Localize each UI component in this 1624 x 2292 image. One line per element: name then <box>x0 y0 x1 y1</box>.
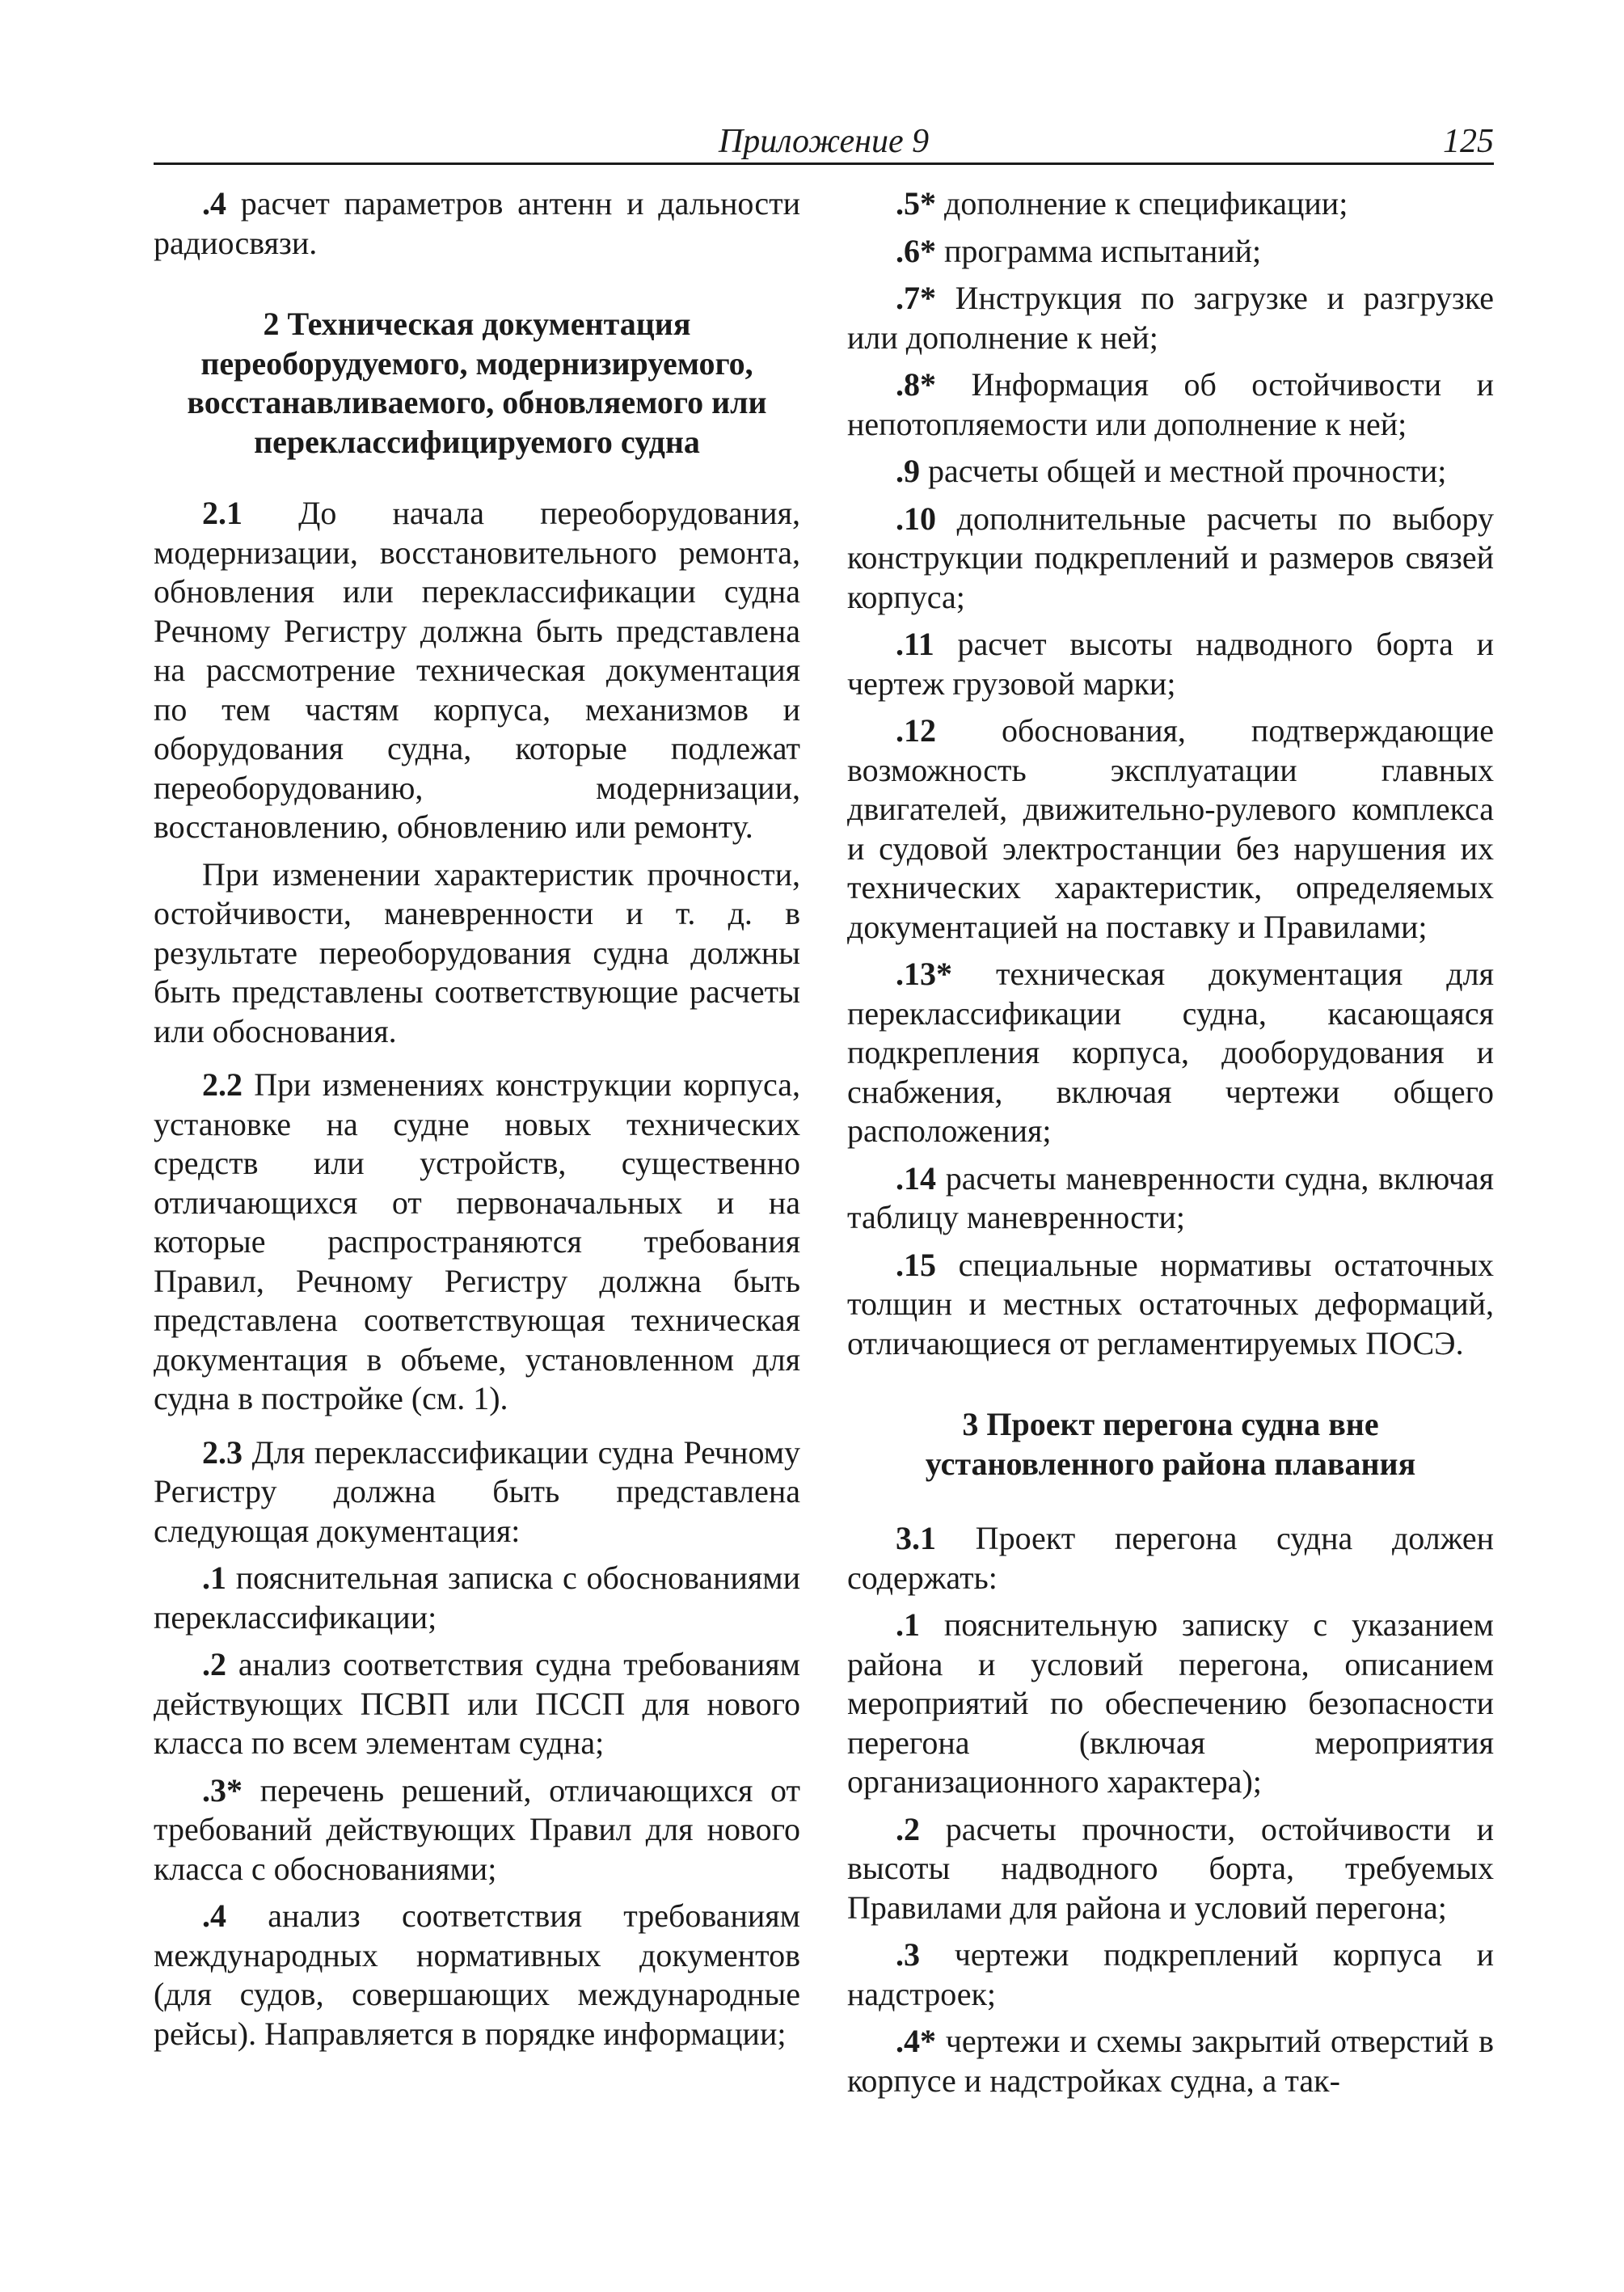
item-2-3-1 <box>154 1559 800 1637</box>
item-7 <box>847 279 1494 357</box>
item-6 <box>847 232 1494 272</box>
page-header <box>154 121 1494 162</box>
item-number: .4* <box>896 2023 936 2059</box>
item-3-1-2 <box>847 1810 1494 1928</box>
clause-number: 2.3 <box>202 1433 243 1471</box>
item-text: перечень решений, отличающихся от требований действующих Правил для нового класса с обоснованиями; <box>154 1771 800 1887</box>
clause-text: До начала переоборудования, модернизации, восстановительного ремонта, обновления или переклассификации судна Речному Регистру должна быть представлена на рассмотрение техническая документация по тем частям корпуса, механизмов и оборудования судна, которые подлежат переоборудованию, модернизации, восстановлению, обновлению или ремонту. <box>154 495 800 845</box>
item-number: .1 <box>896 1606 920 1643</box>
clause-number: 2.1 <box>202 495 243 531</box>
item-text: специальные нормативы остаточных толщин и местных остаточных деформаций, отличающиеся от регламентируемых ПОСЭ. <box>847 1246 1494 1361</box>
item-2-3-3 <box>154 1771 800 1889</box>
item-3-1-4 <box>847 2022 1494 2100</box>
page-number: 125 <box>1443 123 1494 160</box>
item-text: программа испытаний; <box>936 232 1262 269</box>
item-text: расчеты общей и местной прочности; <box>920 453 1447 489</box>
item-number: .4 <box>202 185 226 222</box>
item-number: .7* <box>896 280 936 316</box>
item-number: .8* <box>896 366 936 403</box>
item-number: .2 <box>896 1810 920 1847</box>
item-text: расчеты маневренности судна, включая таблицу маневренности; <box>847 1159 1494 1235</box>
item-text: анализ соответствия требованиям международных нормативных документов (для судов, совершающих международные рейсы). Направляется в порядке информации; <box>154 1897 800 2052</box>
item-12 <box>847 711 1494 947</box>
clause-3-1 <box>847 1519 1494 1598</box>
item-text: пояснительная записка с обоснованиями переклассификации; <box>154 1560 800 1636</box>
item-text: дополнительные расчеты по выбору конструкции подкреплений и размеров связей корпуса; <box>847 500 1494 615</box>
item-text: анализ соответствия судна требованиям действующих ПСВП или ПССП для нового класса по всем элементам судна; <box>154 1646 800 1761</box>
left-column <box>154 184 800 2062</box>
clause-text: Проект перегона судна должен содержать: <box>847 1520 1494 1596</box>
item-10 <box>847 500 1494 618</box>
item-text: чертежи подкреплений корпуса и надстроек; <box>847 1936 1494 2012</box>
item-number: .9 <box>896 453 920 489</box>
item-text: расчет параметров антенн и дальности радиосвязи. <box>154 185 800 261</box>
clause-2-2 <box>154 1066 800 1419</box>
item-number: .1 <box>202 1560 226 1596</box>
clause-2-1-paragraph-2: При изменении характеристик прочности, остойчивости, маневренности и т. д. в результате переоборудования судна должны быть представлены соответствующие расчеты или обоснования. <box>154 855 800 1049</box>
item-number: .11 <box>896 626 934 662</box>
item-text: дополнение к спецификации; <box>936 185 1348 222</box>
item-8 <box>847 365 1494 444</box>
item-number: .10 <box>896 500 936 537</box>
item-2-3-2 <box>154 1645 800 1763</box>
item-text: расчет высоты надводного борта и чертеж грузовой марки; <box>847 626 1494 702</box>
item-5 <box>847 184 1494 224</box>
section-3-heading: 3 Проект перегона судна вне установленного района плавания <box>925 1406 1416 1482</box>
section-2-heading: 2 Техническая документация переоборудуемого, модернизируемого, восстанавливаемого, обновляемого или переклассифицируемого судна <box>187 306 767 460</box>
item-14 <box>847 1159 1494 1238</box>
item-number: .12 <box>896 712 936 749</box>
clause-text: При изменениях конструкции корпуса, установке на судне новых технических средств или устройств, существенно отличающихся от первоначальных и на которые распространяются требования Правил, Речному Регистру должна быть представлена соответствующая техническая документация в объеме, установленном для судна в постройке (см. 1). <box>154 1066 800 1416</box>
clause-2-3 <box>154 1433 800 1551</box>
item-text: пояснительную записку с указанием района и условий перегона, описанием мероприятий по обеспечению безопасности перегона (включая мероприятия организационного характера); <box>847 1606 1494 1800</box>
item-9 <box>847 452 1494 492</box>
item-text: расчеты прочности, остойчивости и высоты надводного борта, требуемых Правилами для района и условий перегона; <box>847 1810 1494 1926</box>
clause-2-1 <box>154 494 800 847</box>
item-text: техническая документация для переклассификации судна, касающаяся подкрепления корпуса, дооборудования и снабжения, включая чертежи общего расположения; <box>847 956 1494 1149</box>
item-number: .6* <box>896 232 936 269</box>
item-4-antennas <box>154 184 800 263</box>
item-text: чертежи и схемы закрытий отверстий в корпусе и надстройках судна, а так- <box>847 2023 1494 2099</box>
clause-text: Для переклассификации судна Речному Регистру должна быть представлена следующая документация: <box>154 1433 800 1549</box>
item-15 <box>847 1246 1494 1364</box>
header-rule <box>154 163 1494 165</box>
item-number: .14 <box>896 1159 936 1197</box>
item-number: .3* <box>202 1771 243 1809</box>
item-number: .3 <box>896 1936 920 1973</box>
clause-number: 3.1 <box>896 1520 936 1556</box>
item-13 <box>847 955 1494 1151</box>
item-number: .15 <box>896 1246 936 1283</box>
right-column <box>847 184 1494 2108</box>
clause-number: 2.2 <box>202 1066 243 1103</box>
item-number: .4 <box>202 1897 226 1934</box>
item-3-1-3 <box>847 1935 1494 2014</box>
item-number: .2 <box>202 1646 226 1682</box>
item-2-3-4 <box>154 1897 800 2054</box>
running-title: Приложение 9 <box>718 123 930 160</box>
item-text: Инструкция по загрузке и разгрузке или дополнение к ней; <box>847 280 1494 356</box>
item-11 <box>847 625 1494 703</box>
item-number: .5* <box>896 185 936 222</box>
item-number: .13* <box>896 956 952 992</box>
item-3-1-1 <box>847 1606 1494 1802</box>
item-text: обоснования, подтверждающие возможность эксплуатации главных двигателей, движительно-рулевого комплекса и судовой электростанции без нарушения их технических характеристик, определяемых документацией на поставку и Правилами; <box>847 712 1494 945</box>
item-text: Информация об остойчивости и непотопляемости или дополнение к ней; <box>847 366 1494 442</box>
